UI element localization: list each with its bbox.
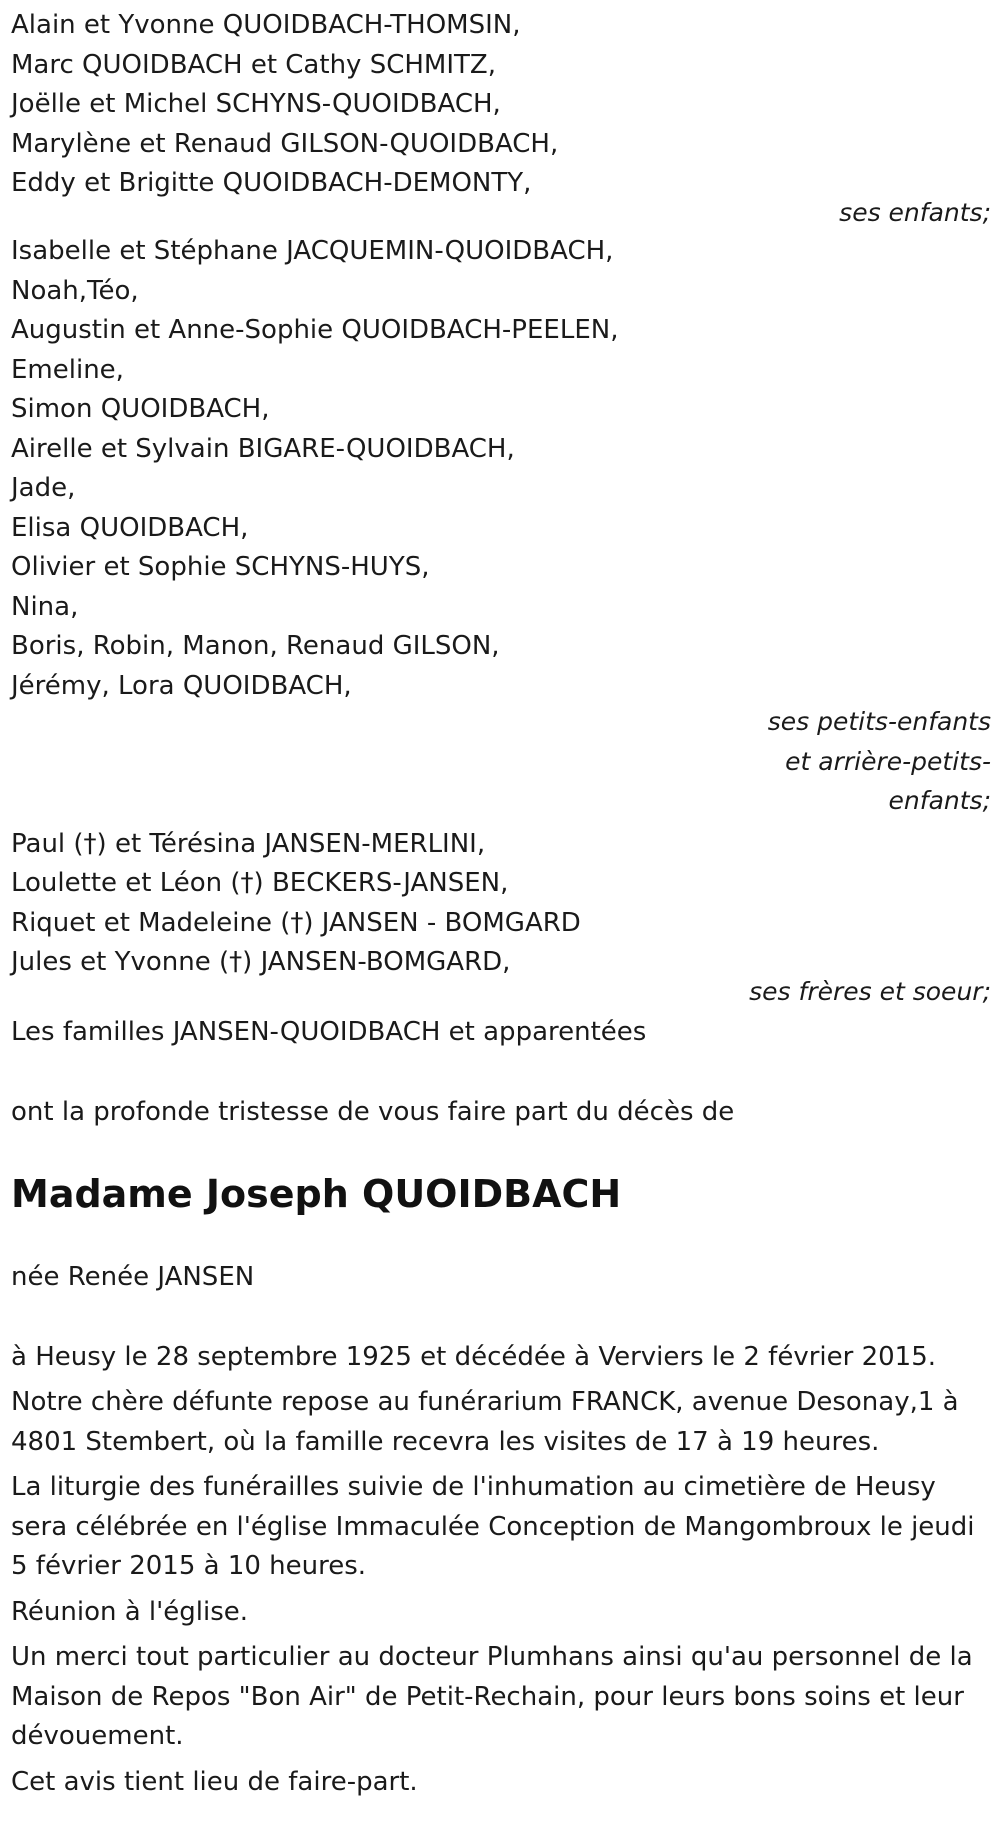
grandchildren-relation-line: ses petits-enfants — [767, 707, 991, 736]
children-list — [11, 6, 991, 204]
grandchild-line: Emeline, — [11, 354, 124, 385]
grandchild-line: Jade, — [11, 473, 76, 503]
grandchild-line: Nina, — [11, 591, 79, 622]
thanks-message: Un merci tout particulier au docteur Plumhans ainsi qu'au personnel de la Maison de Repos "Bon Air" de Petit-Rechain, pour leurs bons soins et leur dévouement. — [11, 1642, 973, 1751]
child-line: Joëlle et Michel SCHYNS-QUOIDBACH, — [11, 89, 501, 119]
grandchild-line: Augustin et Anne-Sophie QUOIDBACH-PEELEN, — [11, 315, 619, 345]
child-line: Alain et Yvonne QUOIDBACH-THOMSIN, — [11, 10, 521, 40]
maiden-name: née Renée JANSEN — [11, 1262, 255, 1292]
child-line: Marc QUOIDBACH et Cathy SCHMITZ, — [11, 49, 496, 80]
child-line: Eddy et Brigitte QUOIDBACH-DEMONTY, — [11, 168, 532, 198]
grandchild-line: Elisa QUOIDBACH, — [11, 512, 249, 543]
birth-death-dates: à Heusy le 28 septembre 1925 et décédée à Verviers le 2 février 2015. — [11, 1341, 937, 1372]
grandchild-line: Simon QUOIDBACH, — [11, 394, 270, 424]
siblings-list — [11, 825, 991, 983]
funerarium-info: Notre chère défunte repose au funérarium FRANCK, avenue Desonay,1 à 4801 Stembert, où la famille recevra les visites de 17 à 19 heures. — [11, 1387, 959, 1457]
grandchildren-relation-line: et arrière-petits- — [785, 746, 991, 776]
grandchild-line: Isabelle et Stéphane JACQUEMIN-QUOIDBACH, — [11, 236, 614, 266]
grandchild-line: Boris, Robin, Manon, Renaud GILSON, — [11, 631, 500, 661]
grandchildren-list — [11, 232, 991, 706]
closing-note: Cet avis tient lieu de faire-part. — [11, 1766, 418, 1797]
siblings-relation: ses frères et soeur; — [749, 976, 991, 1006]
grandchild-line: Airelle et Sylvain BIGARE-QUOIDBACH, — [11, 433, 515, 464]
grandchildren-relation — [11, 702, 991, 821]
families-line: Les familles JANSEN-QUOIDBACH et apparentées — [11, 1017, 647, 1047]
sibling-line: Paul (†) et Térésina JANSEN-MERLINI, — [11, 828, 486, 859]
sibling-line: Riquet et Madeleine (†) JANSEN - BOMGARD — [11, 907, 581, 938]
grandchild-line: Olivier et Sophie SCHYNS-HUYS, — [11, 552, 430, 582]
liturgy-info: La liturgie des funérailles suivie de l'inhumation au cimetière de Heusy sera célébrée en l'église Immaculée Conception de Mangombroux le jeudi 5 février 2015 à 10 heures. — [11, 1472, 975, 1581]
sibling-line: Loulette et Léon (†) BECKERS-JANSEN, — [11, 868, 509, 898]
sibling-line: Jules et Yvonne (†) JANSEN-BOMGARD, — [11, 947, 511, 977]
deceased-name: Madame Joseph QUOIDBACH — [11, 1172, 622, 1216]
obituary-content — [11, 6, 991, 1802]
grandchildren-relation-line: enfants; — [888, 786, 991, 815]
announcement-intro: ont la profonde tristesse de vous faire part du décès de — [11, 1096, 735, 1127]
meeting-info: Réunion à l'église. — [11, 1596, 249, 1627]
grandchild-line: Jérémy, Lora QUOIDBACH, — [11, 670, 352, 701]
child-line: Marylène et Renaud GILSON-QUOIDBACH, — [11, 128, 559, 159]
children-relation: ses enfants; — [839, 197, 991, 227]
grandchild-line: Noah,Téo, — [11, 275, 139, 306]
